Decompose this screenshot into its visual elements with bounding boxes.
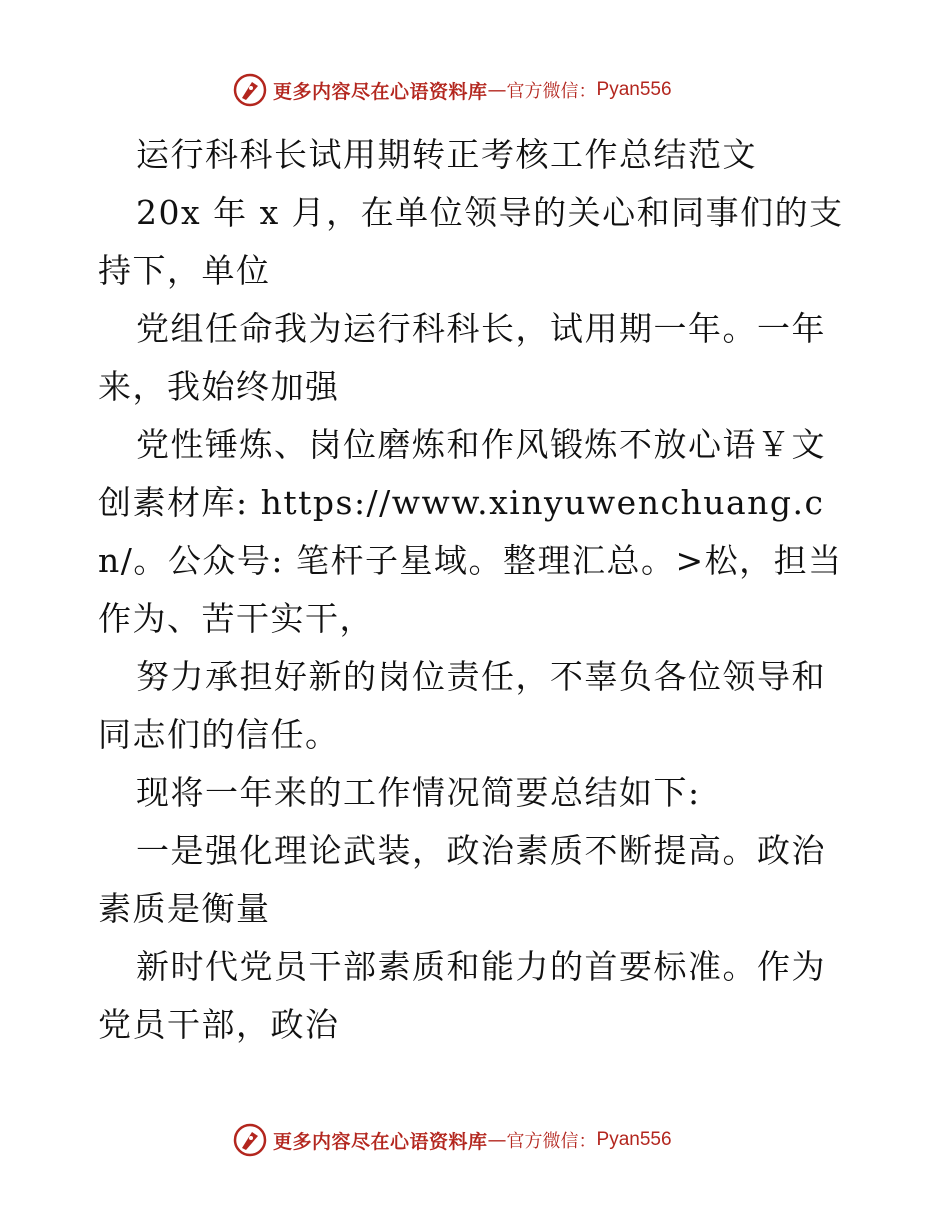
paragraph: 现将一年来的工作情况简要总结如下: — [136, 773, 701, 812]
paragraph: 党组任命我为运行科科长，试用期一年。一年来，我始终加强 — [98, 309, 826, 406]
watermark-separator: — — [487, 79, 507, 101]
pen-nib-logo-icon — [233, 1123, 267, 1157]
pen-nib-logo-icon — [233, 73, 267, 107]
watermark-slogan: 更多内容尽在心语资料库 — [273, 1130, 488, 1153]
footer-watermark — [233, 1122, 672, 1158]
paragraph: 一是强化理论武装，政治素质不断提高。政治素质是衡量 — [98, 831, 826, 928]
paragraph: 新时代党员干部素质和能力的首要标准。作为党员干部，政治 — [98, 947, 826, 1044]
watermark-contact-id: Pyan556 — [596, 79, 672, 100]
paragraph: 20x 年 x 月，在单位领导的关心和同事们的支持下，单位 — [98, 193, 844, 290]
document-body — [98, 126, 850, 1054]
watermark-contact-label: 官方微信： — [506, 1131, 597, 1152]
watermark-separator: — — [487, 1129, 507, 1151]
watermark-contact-id: Pyan556 — [596, 1129, 672, 1150]
paragraph: 努力承担好新的岗位责任，不辜负各位领导和同志们的信任。 — [98, 657, 826, 754]
watermark-contact-label: 官方微信： — [506, 81, 597, 102]
watermark-slogan: 更多内容尽在心语资料库 — [273, 80, 488, 103]
document-title: 运行科科长试用期转正考核工作总结范文 — [136, 135, 757, 174]
paragraph: 党性锤炼、岗位磨炼和作风锻炼不放心语￥文创素材库: https://www.xinyuwenchuang.cn/。公众号: 笔杆子星域。整理汇总。>松，担当作为、苦干实干， — [98, 425, 843, 638]
header-watermark — [233, 72, 672, 108]
